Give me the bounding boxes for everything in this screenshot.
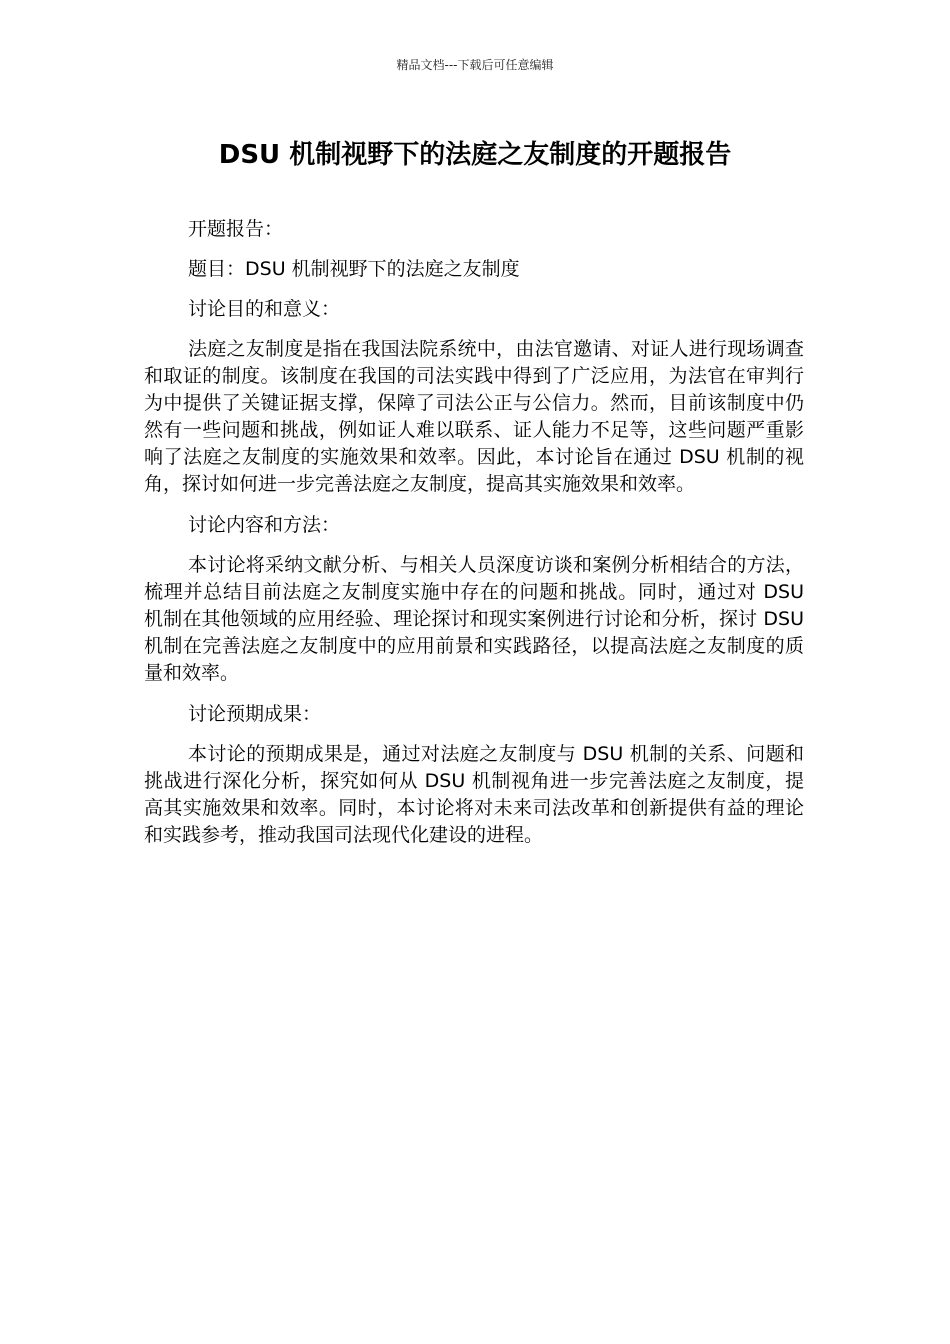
document-title: DSU 机制视野下的法庭之友制度的开题报告 bbox=[218, 140, 732, 170]
section-heading-method: 讨论内容和方法： bbox=[188, 514, 341, 536]
document-body bbox=[144, 216, 804, 863]
paragraph-outcome: 本讨论的预期成果是，通过对法庭之友制度与 DSU 机制的关系、问题和挑战进行深化分析，探究如何从 DSU 机制视角进一步完善法庭之友制度，提高其实施效果和效率。同时，本讨论将对未来司法改革和创新提供有益的理论和实践参考，推动我国司法现代化建设的进程。 bbox=[144, 743, 804, 846]
section-heading-purpose: 讨论目的和意义： bbox=[188, 298, 341, 320]
section-label-report: 开题报告： bbox=[188, 218, 284, 240]
paragraph-method: 本讨论将采纳文献分析、与相关人员深度访谈和案例分析相结合的方法，梳理并总结目前法庭之友制度实施中存在的问题和挑战。同时，通过对 DSU 机制在其他领域的应用经验、理论探讨和现实案例进行讨论和分析，探讨 DSU 机制在完善法庭之友制度中的应用前景和实践路径，以提高法庭之友制度的质量和效率。 bbox=[144, 554, 804, 684]
paragraph-purpose: 法庭之友制度是指在我国法院系统中，由法官邀请、对证人进行现场调查和取证的制度。该制度在我国的司法实践中得到了广泛应用，为法官在审判行为中提供了关键证据支撑，保障了司法公正与公信力。然而，目前该制度中仍然有一些问题和挑战，例如证人难以联系、证人能力不足等，这些问题严重影响了法庭之友制度的实施效果和效率。因此，本讨论旨在通过 DSU 机制的视角，探讨如何进一步完善法庭之友制度，提高其实施效果和效率。 bbox=[144, 338, 804, 495]
header-note: 精品文档---下载后可任意编辑 bbox=[396, 58, 554, 72]
section-heading-outcome: 讨论预期成果： bbox=[188, 703, 322, 725]
topic-line: 题目：DSU 机制视野下的法庭之友制度 bbox=[188, 258, 520, 280]
